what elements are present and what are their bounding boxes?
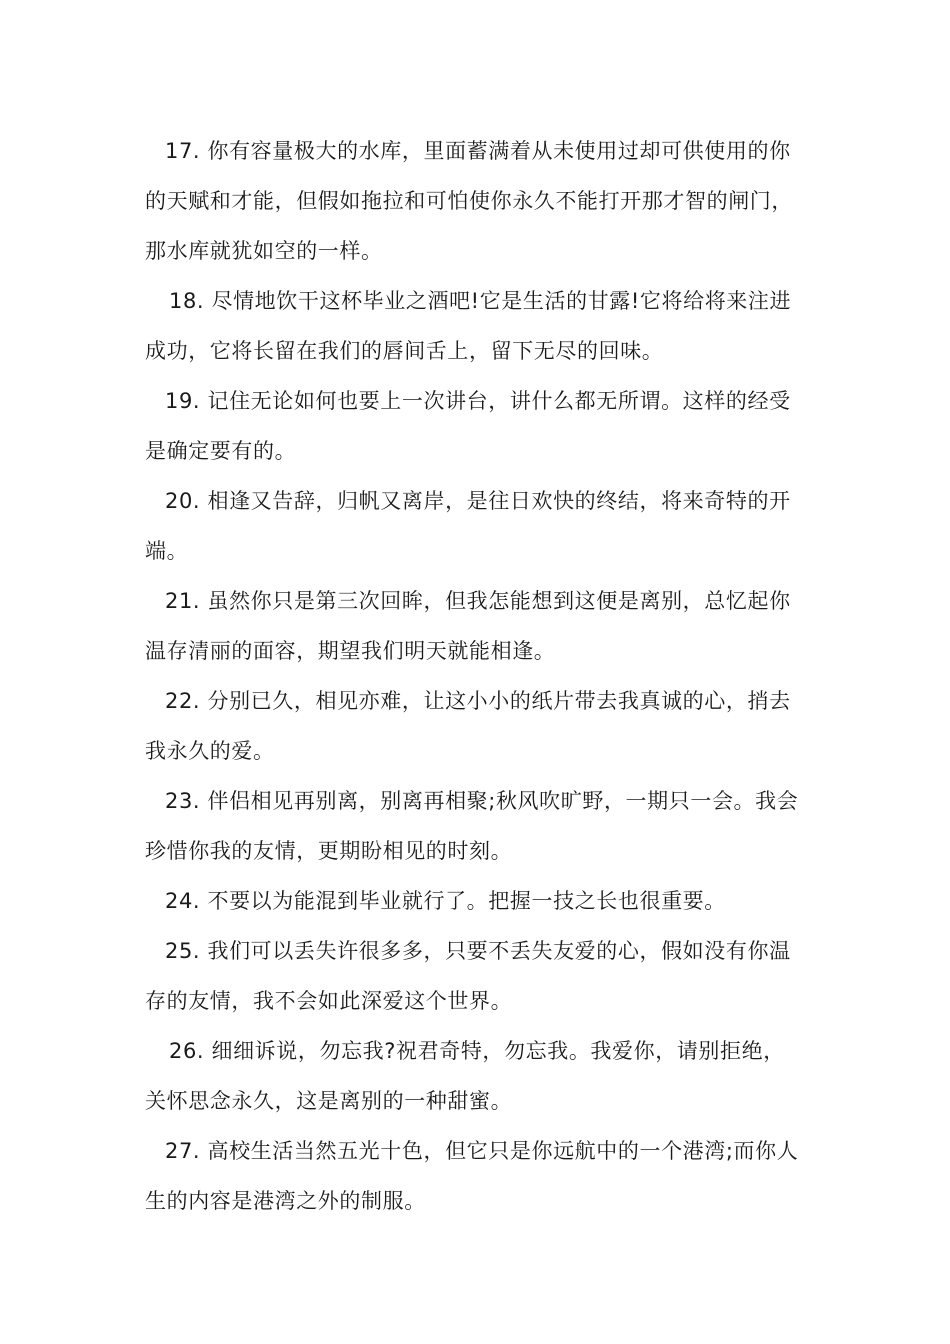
paragraph-17 [145, 126, 815, 276]
paragraph-line: 端。 [145, 539, 189, 563]
paragraph-line: 24. 不要以为能混到毕业就行了。把握一技之长也很重要。 [165, 889, 726, 913]
paragraph-line: 珍惜你我的友情，更期盼相见的时刻。 [145, 839, 513, 863]
paragraph-line: 27. 高校生活当然五光十色，但它只是你远航中的一个港湾;而你人 [165, 1139, 799, 1163]
paragraph-line: 关怀思念永久，这是离别的一种甜蜜。 [145, 1089, 513, 1113]
paragraph-23 [145, 776, 815, 876]
paragraph-24 [145, 876, 815, 926]
paragraph-line: 17. 你有容量极大的水库，里面蓄满着从未使用过却可供使用的你 [165, 139, 791, 163]
paragraph-27 [145, 1126, 815, 1226]
paragraph-22 [145, 676, 815, 776]
paragraph-line: 那水库就犹如空的一样。 [145, 239, 383, 263]
paragraph-line: 22. 分别已久，相见亦难，让这小小的纸片带去我真诚的心，捎去 [165, 689, 791, 713]
document-body [145, 126, 815, 1226]
paragraph-line: 21. 虽然你只是第三次回眸，但我怎能想到这便是离别，总忆起你 [165, 589, 791, 613]
paragraph-20 [145, 476, 815, 576]
paragraph-line: 20. 相逢又告辞，归帆又离岸，是往日欢快的终结，将来奇特的开 [165, 489, 791, 513]
paragraph-line: 是确定要有的。 [145, 439, 297, 463]
paragraph-line: 存的友情，我不会如此深爱这个世界。 [145, 989, 513, 1013]
paragraph-line: 23. 伴侣相见再别离，别离再相聚;秋风吹旷野，一期只一会。我会 [165, 789, 799, 813]
paragraph-19 [145, 376, 815, 476]
paragraph-line: 18. 尽情地饮干这杯毕业之酒吧!它是生活的甘露!它将给将来注进 [169, 289, 792, 313]
paragraph-line: 19. 记住无论如何也要上一次讲台，讲什么都无所谓。这样的经受 [165, 389, 791, 413]
paragraph-line: 的天赋和才能，但假如拖拉和可怕使你永久不能打开那才智的闸门， [145, 189, 793, 213]
paragraph-line: 25. 我们可以丢失许很多多，只要不丢失友爱的心，假如没有你温 [165, 939, 791, 963]
paragraph-26 [145, 1026, 815, 1126]
paragraph-25 [145, 926, 815, 1026]
paragraph-line: 26. 细细诉说，勿忘我?祝君奇特，勿忘我。我爱你，请别拒绝， [169, 1039, 785, 1063]
paragraph-line: 我永久的爱。 [145, 739, 275, 763]
paragraph-line: 成功，它将长留在我们的唇间舌上，留下无尽的回味。 [145, 339, 664, 363]
paragraph-21 [145, 576, 815, 676]
paragraph-line: 温存清丽的面容，期望我们明天就能相逢。 [145, 639, 556, 663]
paragraph-18 [145, 276, 815, 376]
paragraph-line: 生的内容是港湾之外的制服。 [145, 1189, 426, 1213]
